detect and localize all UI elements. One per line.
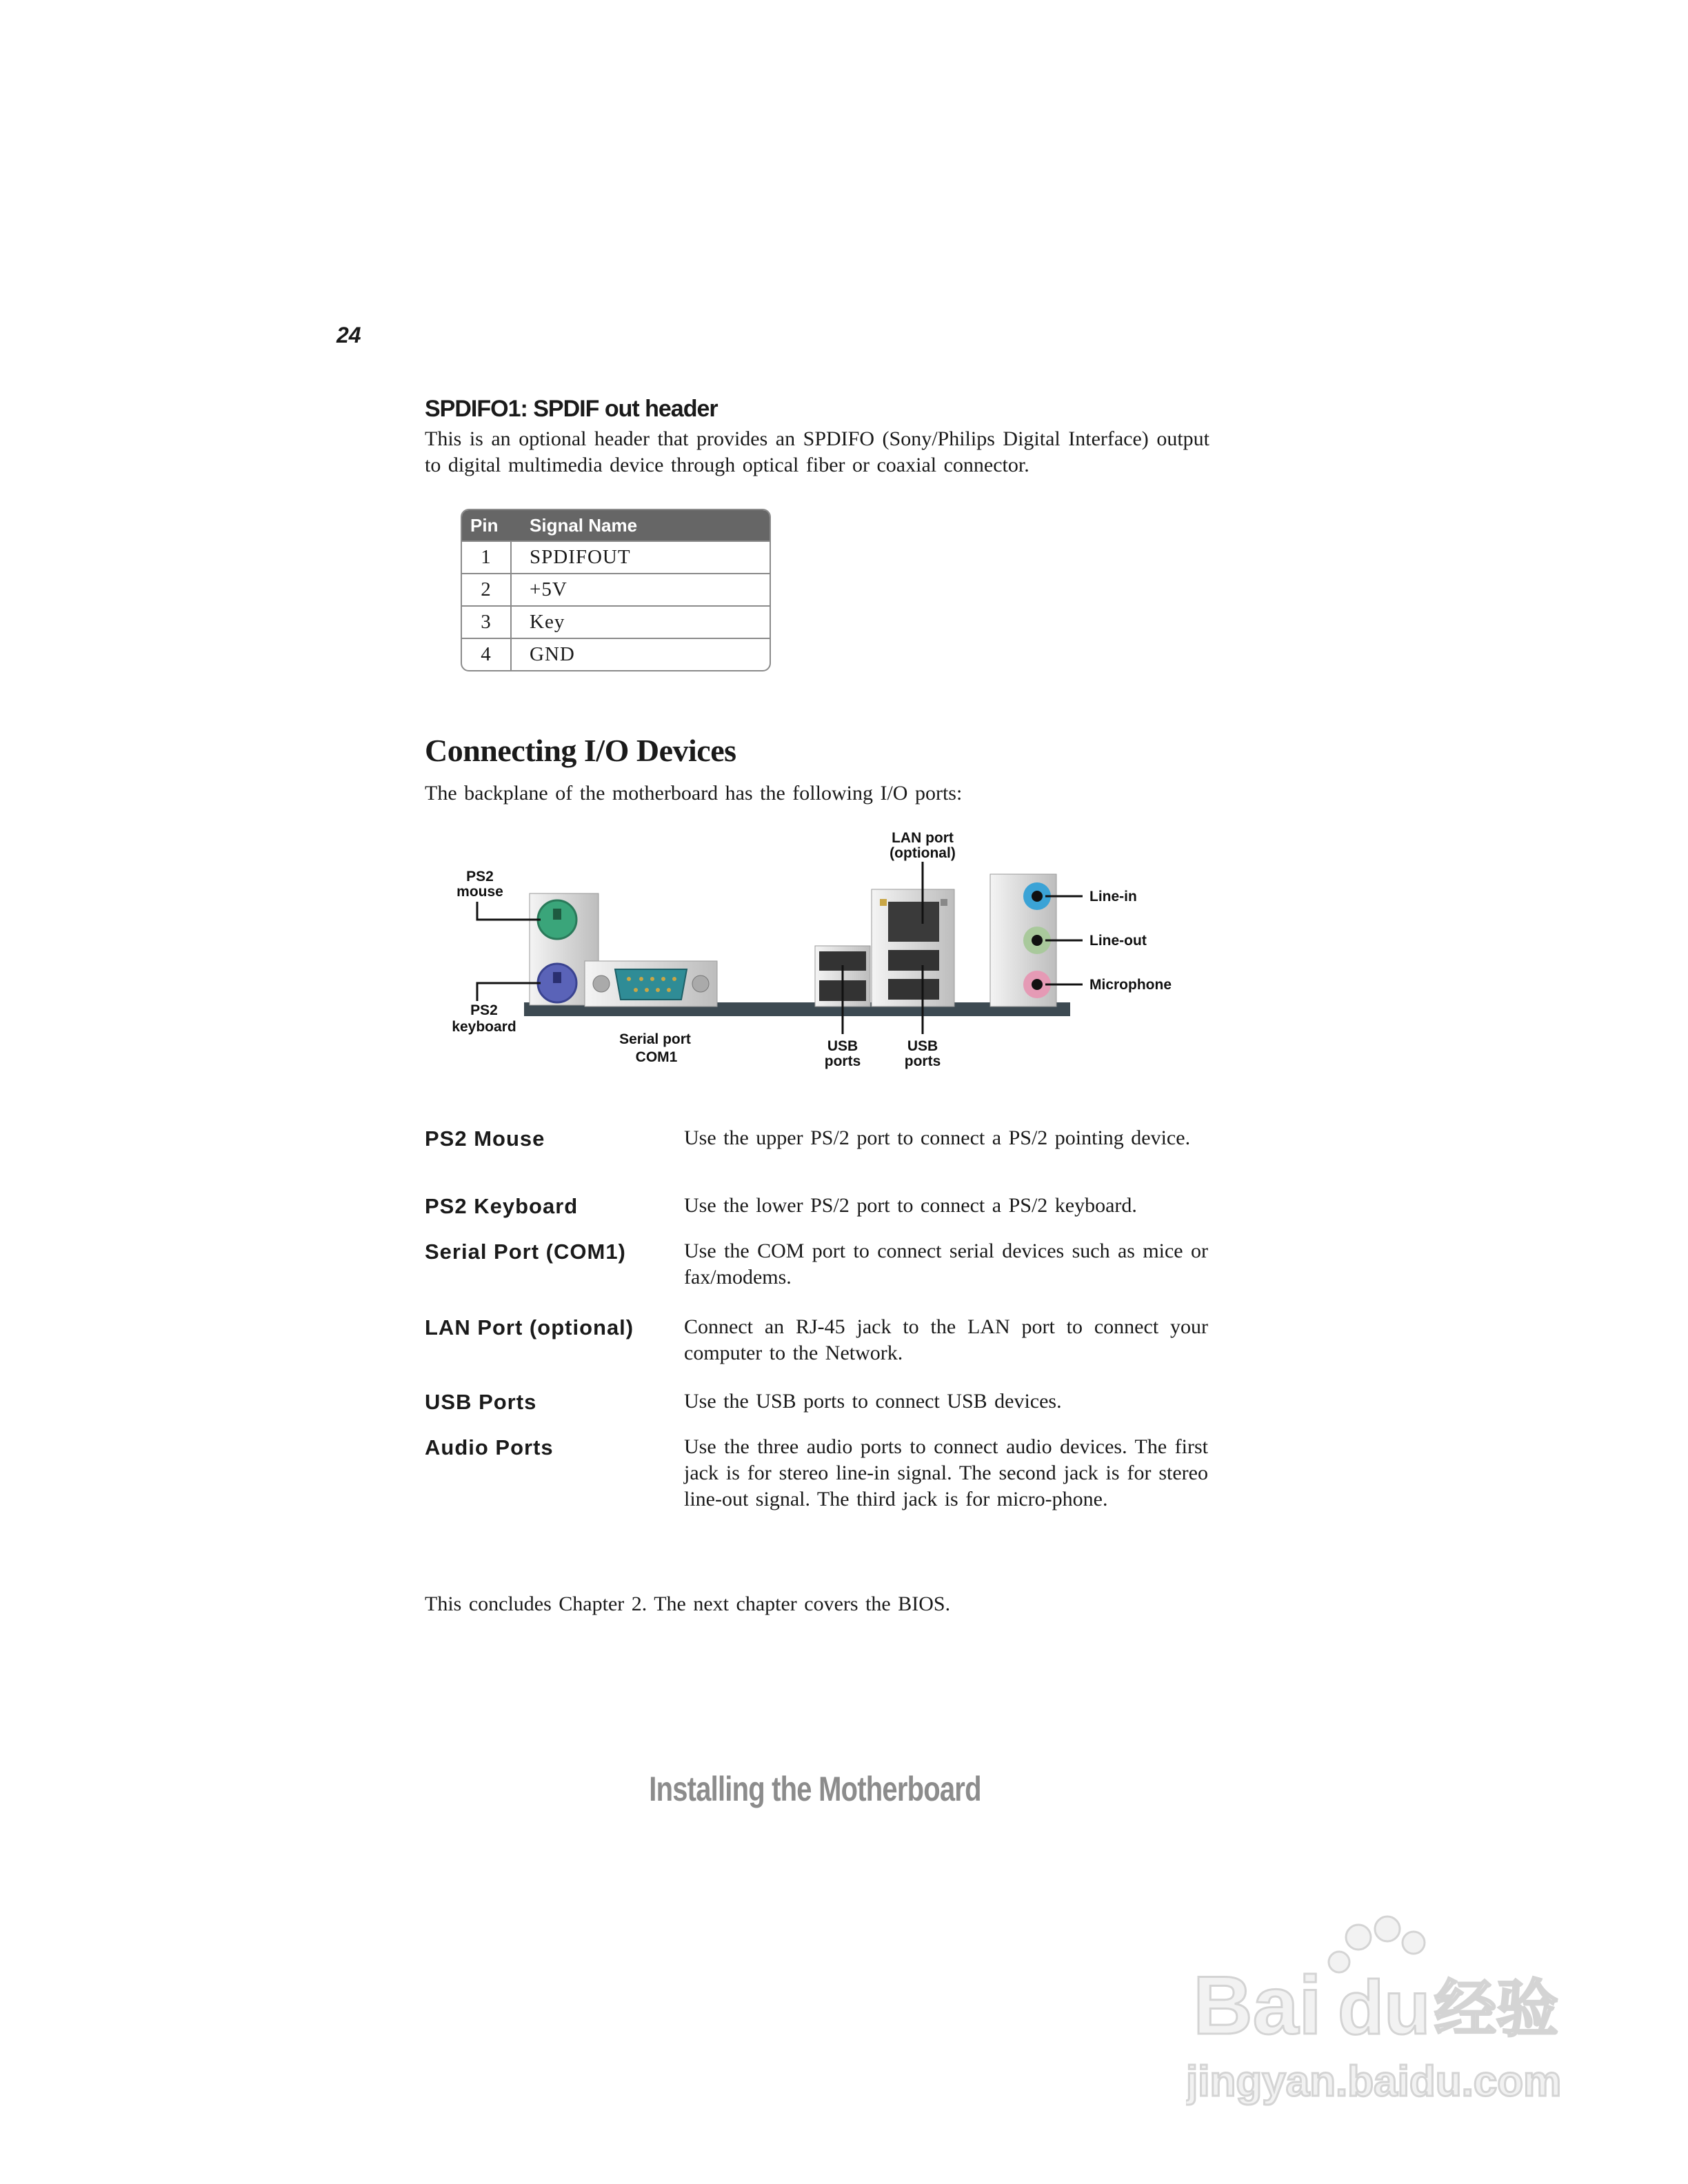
label-line-in: Line-in (1089, 889, 1137, 904)
desc-lan-port: Connect an RJ-45 jack to the LAN port to connect your computer to the Network. (684, 1315, 1208, 1364)
term-ps2-keyboard: PS2 Keyboard (425, 1194, 579, 1218)
signal-cell: SPDIFOUT (512, 540, 770, 573)
page-number: 24 (336, 323, 361, 347)
label-ps2-keyboard-2: keyboard (452, 1019, 516, 1035)
table-header-row (462, 510, 770, 540)
label-usb-left-1: USB (827, 1038, 858, 1054)
baidu-watermark-logo (1186, 1910, 1586, 2110)
pin-cell: 3 (462, 605, 512, 638)
label-ps2-mouse-1: PS2 (466, 869, 494, 884)
signal-cell: GND (512, 638, 770, 670)
label-ps2-keyboard-1: PS2 (470, 1002, 498, 1018)
spdif-description: This is an optional header that provides an SPDIFO (Sony/Philips Digital Interface) output to digital multimedia device through optical fiber or coaxial connector. (425, 427, 1209, 476)
label-line-out: Line-out (1089, 933, 1147, 949)
io-intro: The backplane of the motherboard has the following I/O ports: (425, 782, 963, 805)
signal-cell: +5V (512, 573, 770, 605)
desc-serial-port: Use the COM port to connect serial devices such as mice or fax/modems. (684, 1240, 1208, 1288)
label-usb-left-2: ports (824, 1053, 861, 1069)
label-usb-right-2: ports (904, 1053, 941, 1069)
label-lan-1: LAN port (892, 830, 954, 846)
term-usb-ports: USB Ports (425, 1390, 537, 1414)
term-serial-port: Serial Port (COM1) (425, 1240, 626, 1264)
term-audio-ports: Audio Ports (425, 1435, 554, 1459)
label-serial-2: COM1 (635, 1049, 678, 1065)
io-heading: Connecting I/O Devices (425, 733, 736, 768)
desc-audio-ports: Use the three audio ports to connect audio devices. The first jack is for stereo line-in signal. The second jack is for stereo line-out signal. The third jack is for micro-phone. (684, 1435, 1208, 1510)
table-row (462, 573, 770, 605)
label-microphone: Microphone (1089, 977, 1172, 993)
label-serial-1: Serial port (619, 1031, 691, 1047)
label-ps2-mouse-2: mouse (456, 884, 503, 900)
signal-cell: Key (512, 605, 770, 638)
desc-ps2-mouse: Use the upper PS/2 port to connect a PS/2 pointing device. (684, 1126, 1191, 1149)
desc-usb-ports: Use the USB ports to connect USB devices. (684, 1390, 1062, 1413)
table-row (462, 540, 770, 573)
chapter-footer: Installing the Motherboard (649, 1770, 981, 1808)
lan-usb-block (872, 889, 954, 1007)
column-header-pin: Pin (462, 510, 512, 540)
spdif-pin-table (461, 509, 771, 671)
label-lan-2: (optional) (890, 845, 956, 861)
chapter-conclusion: This concludes Chapter 2. The next chapter covers the BIOS. (425, 1593, 951, 1615)
column-header-signal: Signal Name (512, 510, 770, 540)
serial-port (585, 961, 717, 1007)
term-ps2-mouse: PS2 Mouse (425, 1126, 545, 1151)
pin-cell: 4 (462, 638, 512, 670)
table-row (462, 605, 770, 638)
pin-cell: 2 (462, 573, 512, 605)
label-usb-right-1: USB (907, 1038, 938, 1054)
term-lan-port: LAN Port (optional) (425, 1315, 634, 1339)
pin-cell: 1 (462, 540, 512, 573)
desc-ps2-keyboard: Use the lower PS/2 port to connect a PS/2 keyboard. (684, 1194, 1137, 1217)
svg-text:du: du (1338, 1965, 1431, 2050)
svg-text:经验: 经验 (1434, 1973, 1558, 2045)
svg-text:Bai: Bai (1193, 1959, 1322, 2052)
svg-text:jingyan.baidu.com: jingyan.baidu.com (1186, 2058, 1562, 2105)
io-backplane-diagram (441, 827, 1200, 1082)
table-row (462, 638, 770, 670)
spdif-heading: SPDIFO1: SPDIF out header (425, 396, 718, 422)
rj45-port (888, 902, 939, 942)
